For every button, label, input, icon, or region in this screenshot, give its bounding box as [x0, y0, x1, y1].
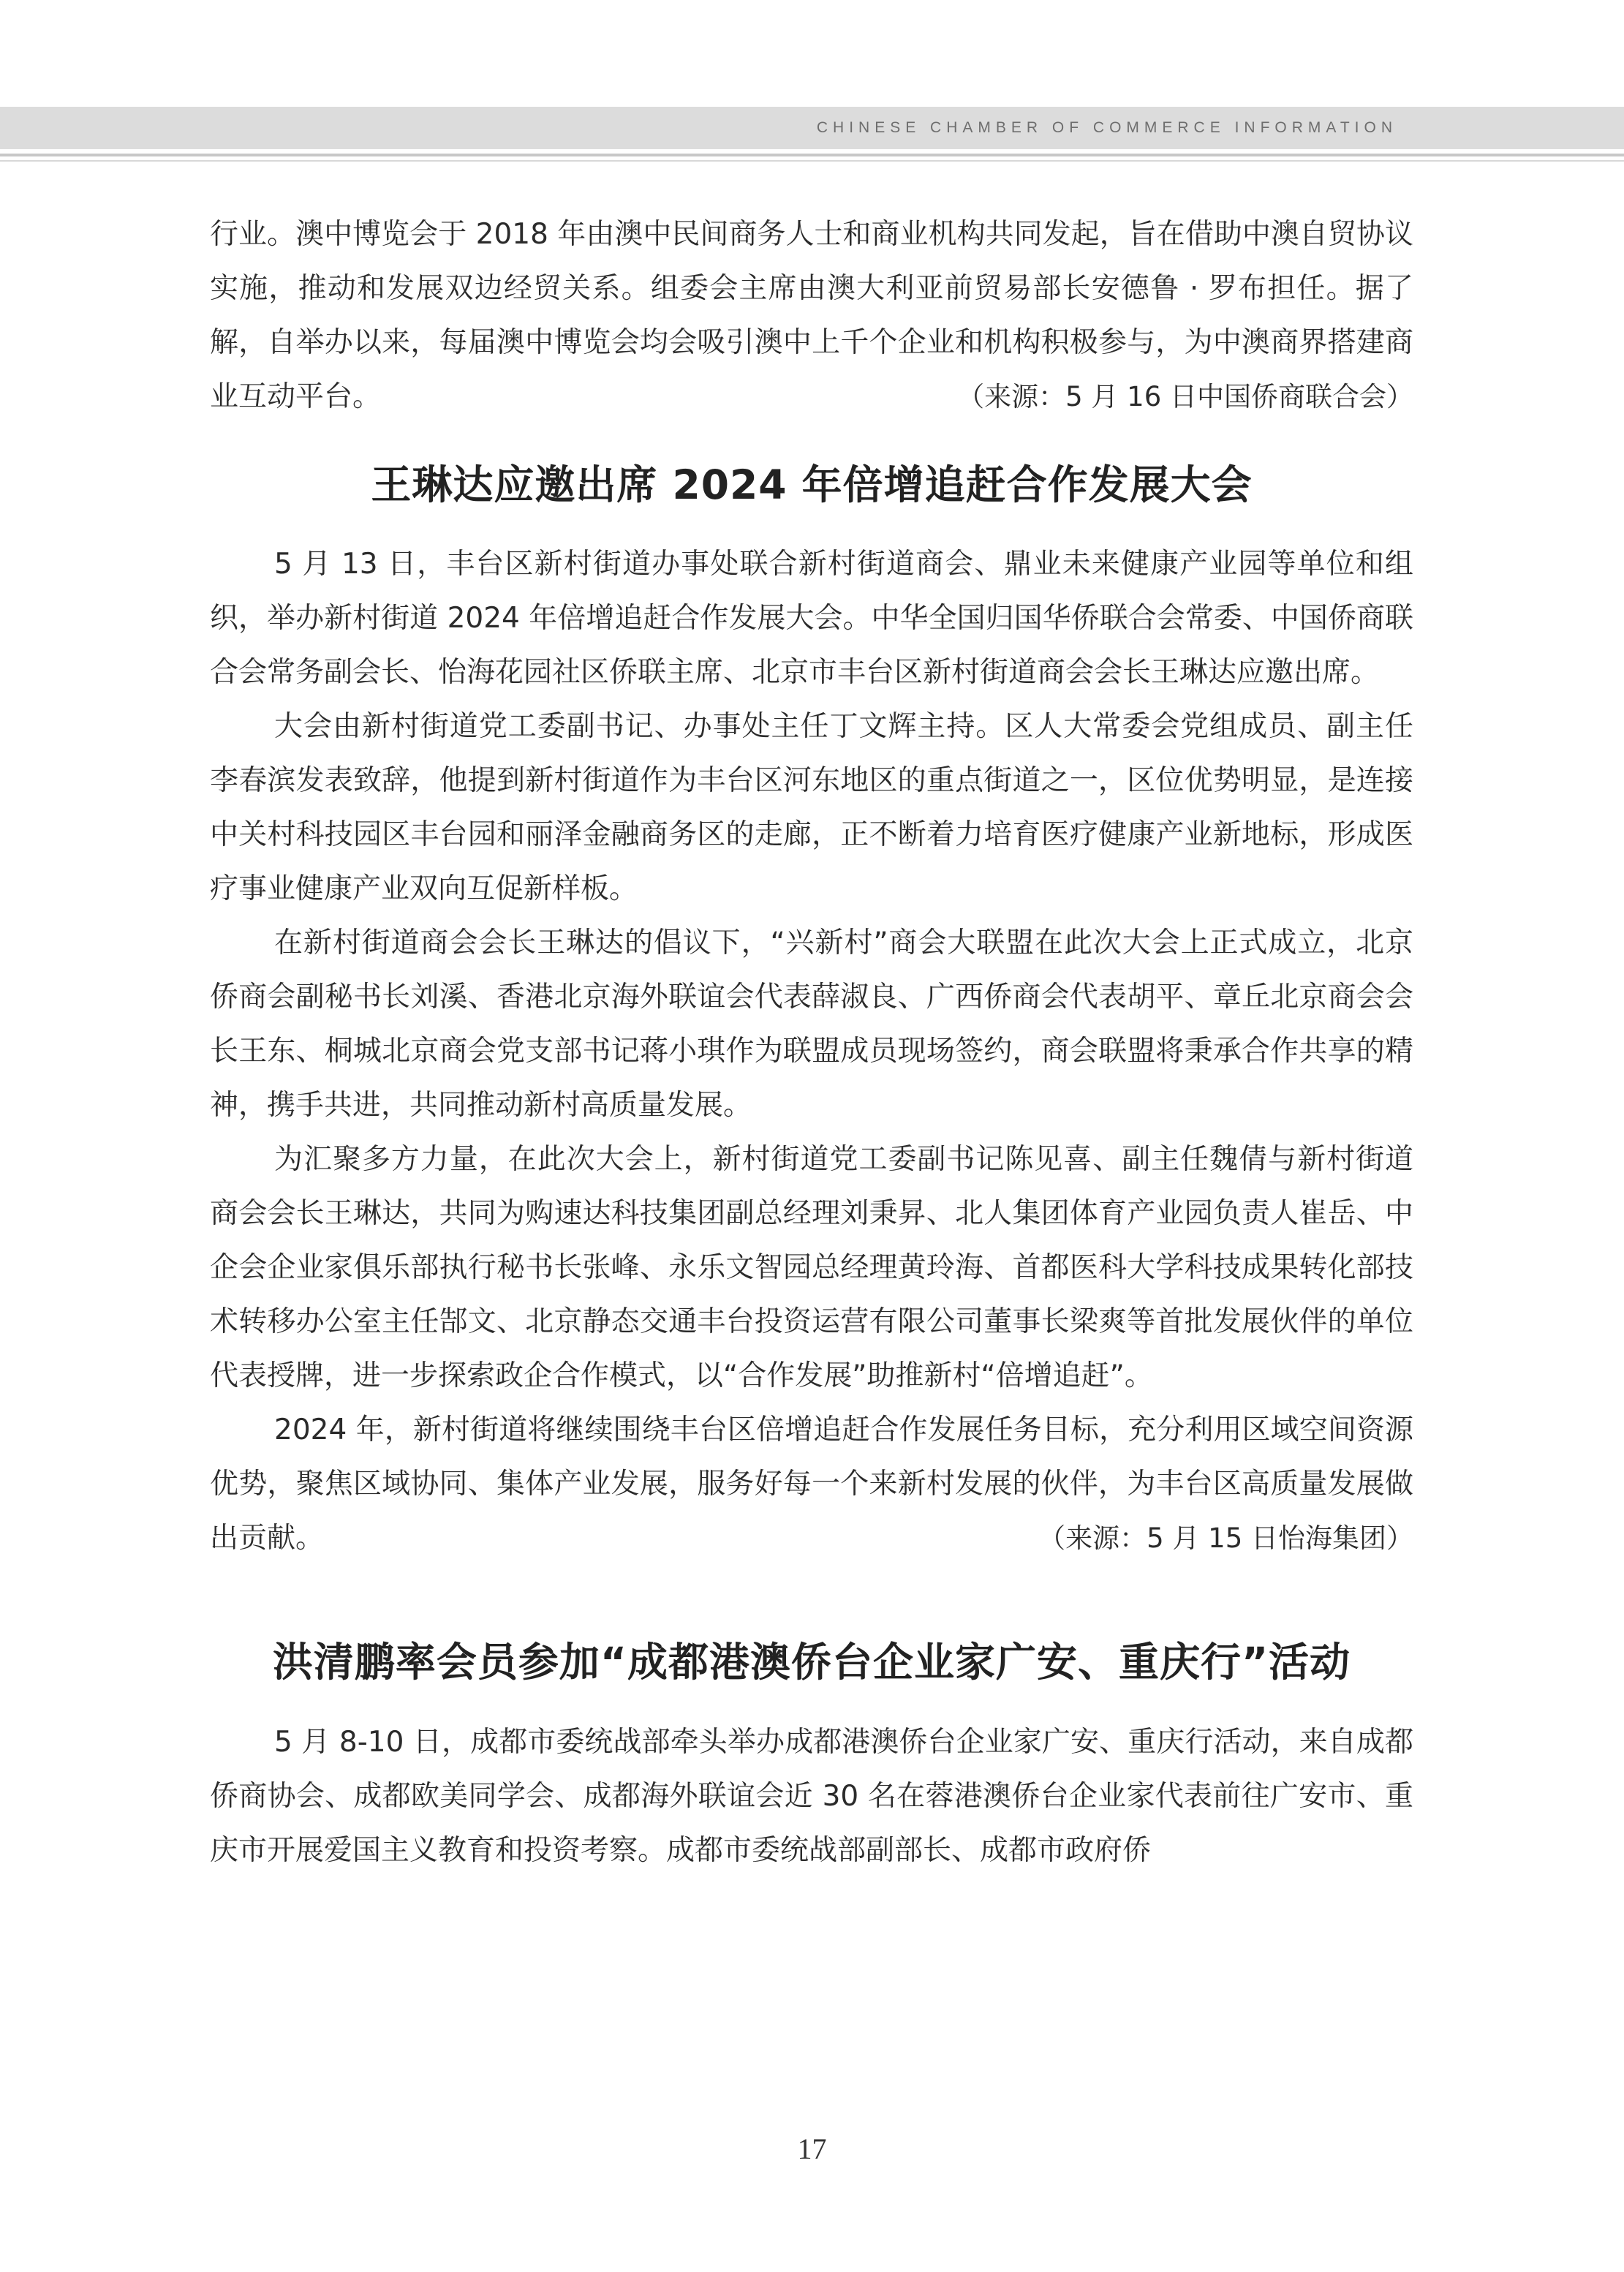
article-paragraph: 在新村街道商会会长王琳达的倡议下，“兴新村”商会大联盟在此次大会上正式成立，北京侨商会副秘书长刘溪、香港北京海外联谊会代表薛淑良、广西侨商会代表胡平、章丘北京商会会长王东、桐城北京商会党支部书记蒋小琪作为联盟成员现场签约，商会联盟将秉承合作共享的精神，携手共进，共同推动新村高质量发展。 — [210, 926, 1413, 1122]
article-paragraph: 2024 年，新村街道将继续围绕丰台区倍增追赶合作发展任务目标，充分利用区域空间资源优势，聚焦区域协同、集体产业发展，服务好每一个来新村发展的伙伴，为丰台区高质量发展做出贡献。 — [210, 1414, 1413, 1555]
article-paragraph: 为汇聚多方力量，在此次大会上，新村街道党工委副书记陈见喜、副主任魏倩与新村街道商会会长王琳达，共同为购速达科技集团副总经理刘秉昇、北人集团体育产业园负责人崔岳、中企会企业家俱乐部执行秘书长张峰、永乐文智园总经理黄玲海、首都医科大学科技成果转化部技术转移办公室主任郜文、北京静态交通丰台投资运营有限公司董事长梁爽等首批发展伙伴的单位代表授牌，进一步探索政企合作模式，以“合作发展”助推新村“倍增追赶”。 — [210, 1143, 1413, 1392]
source-note: （来源：5 月 16 日中国侨商联合会） — [957, 381, 1413, 412]
header-divider-thin — [0, 160, 1624, 162]
article-paragraph: 大会由新村街道党工委副书记、办事处主任丁文辉主持。区人大常委会党组成员、副主任李春滨发表致辞，他提到新村街道作为丰台区河东地区的重点街道之一，区位优势明显，是连接中关村科技园区丰台园和丽泽金融商务区的走廊，正不断着力培育医疗健康产业新地标，形成医疗事业健康产业双向互促新样板。 — [210, 710, 1413, 905]
article-paragraph: 5 月 13 日，丰台区新村街道办事处联合新村街道商会、鼎业未来健康产业园等单位和组织，举办新村街道 2024 年倍增追赶合作发展大会。中华全国归国华侨联合会常委、中国侨商联合会常务副会长、怡海花园社区侨联主席、北京市丰台区新村街道商会会长王琳达应邀出席。 — [210, 548, 1413, 689]
article-paragraph: 5 月 8-10 日，成都市委统战部牵头举办成都港澳侨台企业家广安、重庆行活动，来自成都侨商协会、成都欧美同学会、成都海外联谊会近 30 名在蓉港澳侨台企业家代表前往广安市、重庆市开展爱国主义教育和投资考察。成都市委统战部副部长、成都市政府侨 — [210, 1726, 1413, 1867]
page-content — [210, 208, 1413, 1878]
running-header: CHINESE CHAMBER OF COMMERCE INFORMATION — [816, 119, 1397, 136]
source-note: （来源：5 月 15 日怡海集团） — [1038, 1522, 1413, 1554]
page-number: 17 — [797, 2132, 827, 2165]
article-title: 洪清鹏率会员参加“成都港澳侨台企业家广安、重庆行”活动 — [272, 1639, 1351, 1686]
article-title: 王琳达应邀出席 2024 年倍增追赶合作发展大会 — [371, 461, 1253, 508]
continuation-paragraph: 行业。澳中博览会于 2018 年由澳中民间商务人士和商业机构共同发起，旨在借助中澳自贸协议实施，推动和发展双边经贸关系。组委会主席由澳大利亚前贸易部长安德鲁 · 罗布担任。据了解，自举办以来，每届澳中博览会均会吸引澳中上千个企业和机构积极参与，为中澳商界搭建商业互动平台。 — [210, 218, 1413, 413]
header-divider — [0, 154, 1624, 156]
